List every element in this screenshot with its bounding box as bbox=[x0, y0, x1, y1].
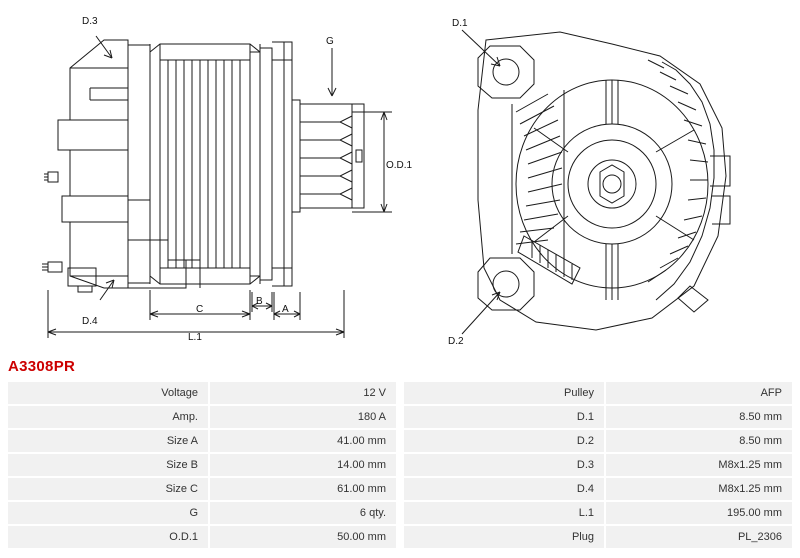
spec-label: Voltage bbox=[8, 382, 210, 404]
spec-tables bbox=[8, 380, 792, 550]
spec-value: M8x1.25 mm bbox=[606, 478, 792, 500]
spec-value: AFP bbox=[606, 382, 792, 404]
spec-value: M8x1.25 mm bbox=[606, 454, 792, 476]
spec-label: O.D.1 bbox=[8, 526, 210, 548]
label-l1: L.1 bbox=[188, 332, 202, 343]
table-row bbox=[404, 478, 792, 500]
spec-value: 41.00 mm bbox=[210, 430, 396, 452]
spec-label: G bbox=[8, 502, 210, 524]
label-d1: D.1 bbox=[452, 18, 468, 29]
table-row bbox=[404, 406, 792, 428]
spec-label: D.4 bbox=[404, 478, 606, 500]
label-b: B bbox=[256, 296, 263, 307]
spec-label: Size C bbox=[8, 478, 210, 500]
table-row bbox=[8, 478, 396, 500]
spec-table-left bbox=[8, 380, 396, 550]
table-row bbox=[8, 526, 396, 548]
spec-label: D.1 bbox=[404, 406, 606, 428]
spec-label: Size B bbox=[8, 454, 210, 476]
table-row bbox=[404, 502, 792, 524]
spec-value: 50.00 mm bbox=[210, 526, 396, 548]
label-d3: D.3 bbox=[82, 16, 98, 27]
table-row bbox=[404, 430, 792, 452]
spec-value: 6 qty. bbox=[210, 502, 396, 524]
label-g: G bbox=[326, 36, 334, 47]
spec-value: 8.50 mm bbox=[606, 406, 792, 428]
table-row bbox=[8, 502, 396, 524]
label-od1: O.D.1 bbox=[386, 160, 413, 171]
spec-label: D.2 bbox=[404, 430, 606, 452]
table-row bbox=[404, 382, 792, 404]
table-row bbox=[8, 430, 396, 452]
page-title: A3308PR bbox=[8, 358, 76, 375]
spec-value: 12 V bbox=[210, 382, 396, 404]
spec-label: Amp. bbox=[8, 406, 210, 428]
spec-label: Size A bbox=[8, 430, 210, 452]
label-d2: D.2 bbox=[448, 336, 464, 347]
table-row bbox=[8, 454, 396, 476]
label-a: A bbox=[282, 304, 289, 315]
spec-label: D.3 bbox=[404, 454, 606, 476]
spec-label: L.1 bbox=[404, 502, 606, 524]
table-row bbox=[404, 526, 792, 548]
spec-value: 195.00 mm bbox=[606, 502, 792, 524]
spec-value: 14.00 mm bbox=[210, 454, 396, 476]
spec-value: PL_2306 bbox=[606, 526, 792, 548]
spec-table-right bbox=[404, 380, 792, 550]
spec-value: 180 A bbox=[210, 406, 396, 428]
spec-label: Pulley bbox=[404, 382, 606, 404]
spec-value: 61.00 mm bbox=[210, 478, 396, 500]
table-row bbox=[8, 382, 396, 404]
spec-value: 8.50 mm bbox=[606, 430, 792, 452]
table-row bbox=[8, 406, 396, 428]
label-c: C bbox=[196, 304, 204, 315]
spec-label: Plug bbox=[404, 526, 606, 548]
table-row bbox=[404, 454, 792, 476]
label-d4: D.4 bbox=[82, 316, 98, 327]
